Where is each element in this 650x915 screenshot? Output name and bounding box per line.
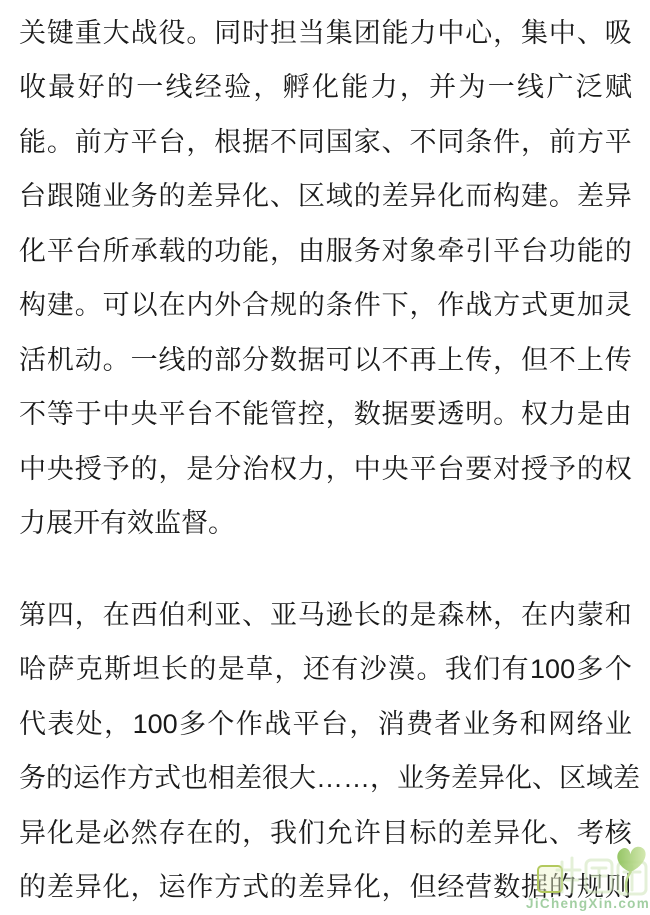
text-line: 务 的 运 作 方 式 也 相 差 很 大 … … ， 业 务 差 异 化 、 区 域 差 (19, 752, 632, 807)
text-line: 关 键 重 大 战 役 。 同 时 担 当 集 团 能 力 中 心 ， 集 中 、 吸 (19, 6, 632, 61)
text-line: 第 四 ， 在 西 伯 利 亚 、 亚 马 逊 长 的 是 森 林 ， 在 内 蒙 和 (19, 588, 632, 643)
leaf-sprout-icon (611, 842, 650, 894)
text-line: 化 平 台 所 承 载 的 功 能 ， 由 服 务 对 象 牵 引 平 台 功 能 的 (19, 224, 632, 279)
text-line: 代 表 处 ， 100 多 个 作 战 平 台 ， 消 费 者 业 务 和 网 络 业 (19, 697, 632, 752)
text-line: 哈 萨 克 斯 坦 长 的 是 草 ， 还 有 沙 漠 。 我 们 有 100 多 个 (19, 643, 632, 698)
text-line: 的 差 异 化 ， 运 作 方 式 的 差 异 化 ， 但 经 营 数 据 的 规 则 (19, 861, 632, 915)
text-line: 不 等 于 中 央 平 台 不 能 管 控 ， 数 据 要 透 明 。 权 力 是 由 (19, 388, 632, 443)
watermark-site-label: JiChengXin.com (526, 896, 650, 911)
paragraph (19, 6, 632, 551)
text-line: 活 机 动 。 一 线 的 部 分 数 据 可 以 不 再 上 传 ， 但 不 上 传 (19, 333, 632, 388)
text-line: 力 展 开 有 效 监 督 。 (19, 497, 632, 552)
article-body (19, 6, 632, 915)
text-line: 异 化 是 必 然 存 在 的 ， 我 们 允 许 目 标 的 差 异 化 、 考 核 (19, 806, 632, 861)
text-line: 能 。 前 方 平 台 ， 根 据 不 同 国 家 、 不 同 条 件 ， 前 方 平 (19, 115, 632, 170)
text-line: 台 跟 随 业 务 的 差 异 化 、 区 域 的 差 异 化 而 构 建 。 差 异 (19, 170, 632, 225)
text-line: 收 最 好 的 一 线 经 验 ， 孵 化 能 力 ， 并 为 一 线 广 泛 赋 (19, 61, 632, 116)
text-line: 构 建 。 可 以 在 内 外 合 规 的 条 件 下 ， 作 战 方 式 更 加 灵 (19, 279, 632, 334)
text-line: 中 央 授 予 的 ， 是 分 治 权 力 ， 中 央 平 台 要 对 授 予 的 权 (19, 442, 632, 497)
